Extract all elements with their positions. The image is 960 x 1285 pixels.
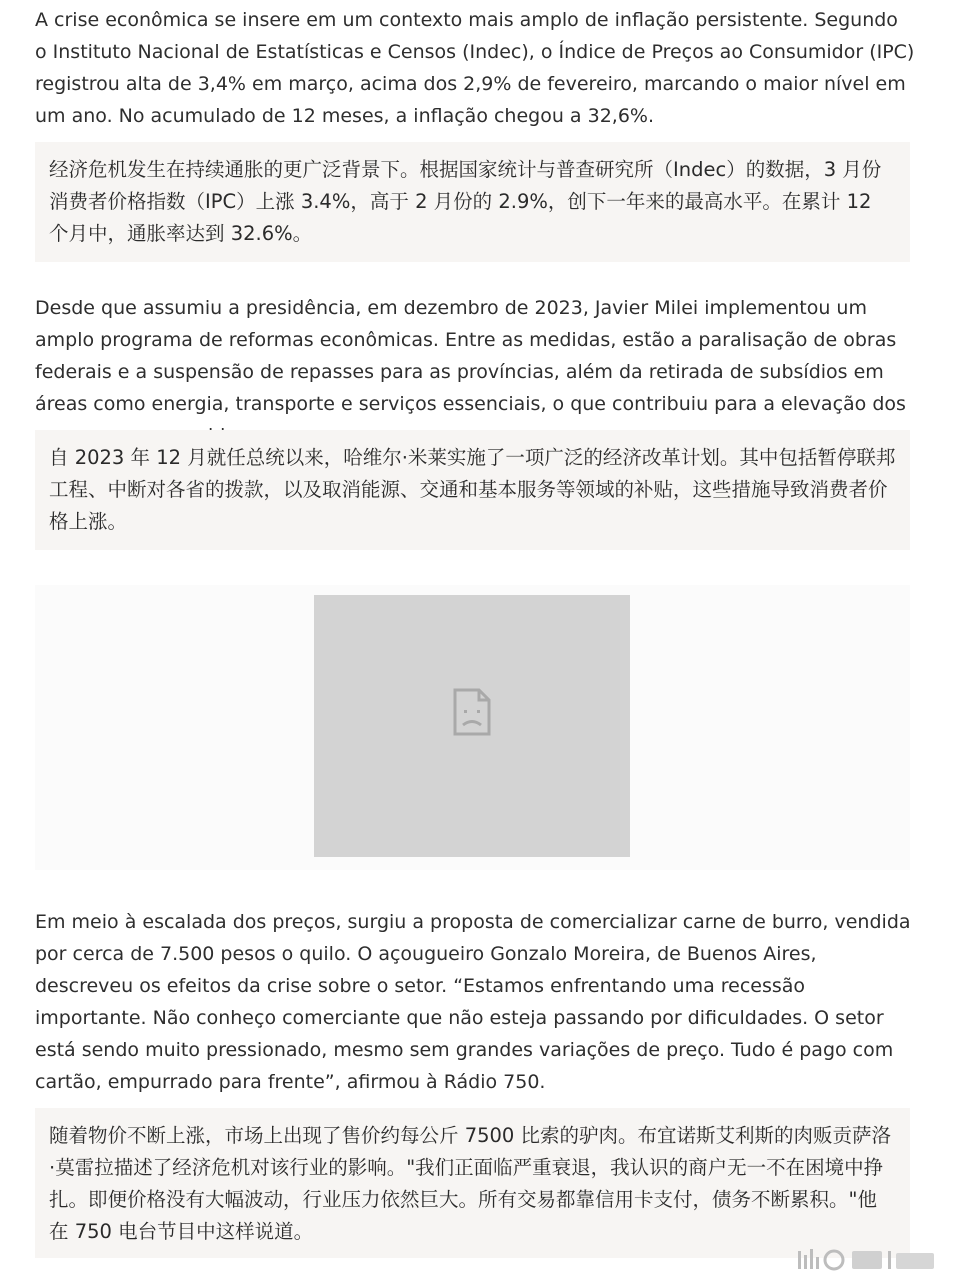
translation-block-2: [35, 430, 910, 550]
watermark-icon: [798, 1247, 938, 1273]
article-paragraph-2: Desde que assumiu a presidência, em dezembro de 2023, Javier Milei implementou um amplo programa de reformas econômicas. Entre as medidas, estão a paralisação de obras federais e a suspensão de repasses para as províncias, além da retirada de subsídios em áreas como energia, transporte e serviços essenciais, o que contribuiu para a elevação dos: [35, 297, 906, 415]
translation-block-3: [35, 1108, 910, 1258]
article-paragraph-3: Em meio à escalada dos preços, surgiu a proposta de comercializar carne de burro, vendida por cerca de 7.500 pesos o quilo. O açougueiro Gonzalo Moreira, de Buenos Aires, descreveu os efeitos da crise sobre o setor. “Estamos enfrentando uma recessão importante. Não conheço comerciante que não esteja passando por dificuldades. O setor está sendo muito pressionado, mesmo sem grandes variações de preço. Tudo é pago com cartão, empurrado para frente”, afirmou à Rádio 750.: [35, 911, 911, 1093]
translation-text-1: 经济危机发生在持续通胀的更广泛背景下。根据国家统计与普查研究所（Indec）的数据，3 月份消费者价格指数（IPC）上涨 3.4%，高于 2 月份的 2.9%，创下一年来的最高水平。在累计 12 个月中，通胀率达到 32.6%。: [49, 158, 882, 245]
image-placeholder[interactable]: [314, 595, 630, 857]
article-paragraph-1: A crise econômica se insere em um contexto mais amplo de inflação persistente. Segundo o Instituto Nacional de Estatísticas e Censos (Indec), o Índice de Preços ao Consumidor (IPC) registrou alta de 3,4% em março, acima dos 2,9% de fevereiro, marcando o maior nível em um ano. No acumulado de 12 meses, a inflação chegou a 32,6%.: [35, 9, 915, 127]
translation-text-2: 自 2023 年 12 月就任总统以来，哈维尔·米莱实施了一项广泛的经济改革计划。其中包括暂停联邦工程、中断对各省的拨款，以及取消能源、交通和基本服务等领域的补贴，这些措施导致消费者价格上涨。: [49, 446, 896, 533]
translation-text-3: 随着物价不断上涨，市场上出现了售价约每公斤 7500 比索的驴肉。布宜诺斯艾利斯的肉贩贡萨洛·莫雷拉描述了经济危机对该行业的影响。"我们正面临严重衰退，我认识的商户无一不在困境中挣扎。即便价格没有大幅波动，行业压力依然巨大。所有交易都靠信用卡支付，债务不断累积。"他在 750 电台节目中这样说道。: [49, 1124, 892, 1243]
article-image-frame: [35, 585, 910, 870]
broken-image-icon: [452, 688, 492, 736]
translation-block-1: [35, 142, 910, 262]
